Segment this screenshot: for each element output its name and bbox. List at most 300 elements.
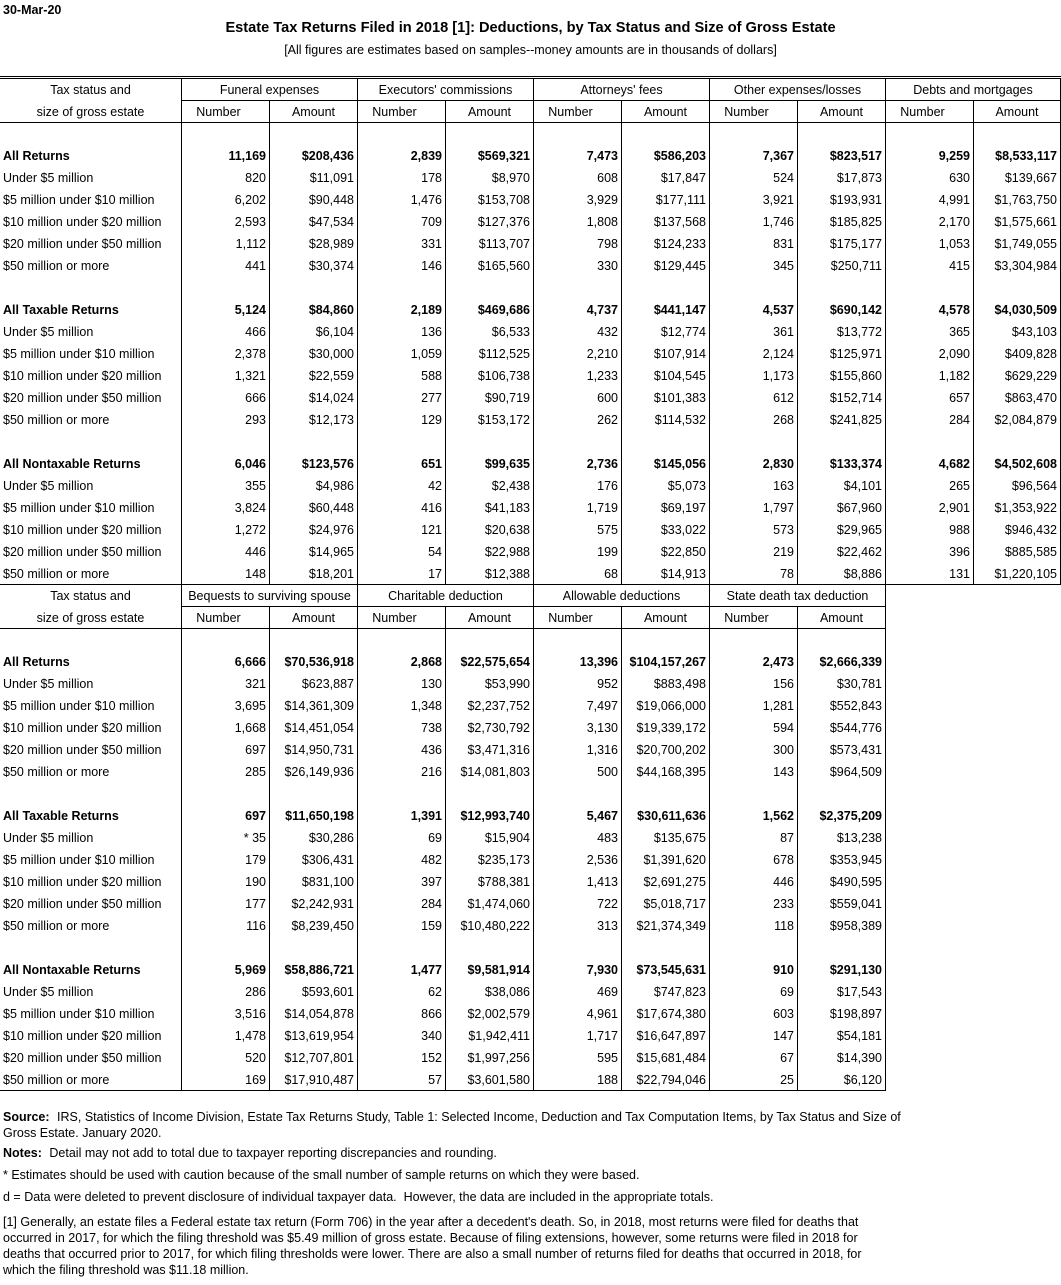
number-cell: 129 [358, 409, 446, 431]
amount-cell: $544,776 [798, 717, 886, 739]
amount-cell: $14,913 [622, 563, 710, 585]
number-cell: 277 [358, 387, 446, 409]
number-cell: 594 [710, 717, 798, 739]
blank-cell [710, 629, 798, 651]
number-cell: 608 [534, 167, 622, 189]
amount-cell: $38,086 [446, 981, 534, 1003]
amount-cell: $8,886 [798, 563, 886, 585]
amount-cell: $30,374 [270, 255, 358, 277]
amount-cell: $13,772 [798, 321, 886, 343]
amount-cell: $113,707 [446, 233, 534, 255]
amount-cell: $139,667 [974, 167, 1061, 189]
number-cell: 738 [358, 717, 446, 739]
number-cell: 4,991 [886, 189, 974, 211]
amount-cell: $28,989 [270, 233, 358, 255]
number-cell: 2,124 [710, 343, 798, 365]
amount-cell: $135,675 [622, 827, 710, 849]
number-cell: 3,516 [182, 1003, 270, 1025]
amount-cell: $152,714 [798, 387, 886, 409]
amount-cell: $1,474,060 [446, 893, 534, 915]
amount-cell: $5,073 [622, 475, 710, 497]
number-cell: 446 [710, 871, 798, 893]
amount-cell: $22,794,046 [622, 1069, 710, 1091]
number-cell: 573 [710, 519, 798, 541]
amount-column-header: Amount [798, 607, 886, 629]
number-cell: 330 [534, 255, 622, 277]
amount-cell: $47,534 [270, 211, 358, 233]
amount-cell: $593,601 [270, 981, 358, 1003]
number-cell: 1,233 [534, 365, 622, 387]
amount-column-header: Amount [270, 607, 358, 629]
blank-cell [710, 277, 798, 299]
number-column-header: Number [534, 101, 622, 123]
number-cell: 482 [358, 849, 446, 871]
amount-cell: $14,390 [798, 1047, 886, 1069]
number-cell: 2,901 [886, 497, 974, 519]
number-column-header: Number [358, 101, 446, 123]
number-cell: 67 [710, 1047, 798, 1069]
amount-cell: $12,993,740 [446, 805, 534, 827]
number-cell: 190 [182, 871, 270, 893]
amount-cell: $153,172 [446, 409, 534, 431]
number-cell: 68 [534, 563, 622, 585]
blank-cell [534, 431, 622, 453]
blank-cell [0, 123, 182, 145]
amount-cell: $155,860 [798, 365, 886, 387]
number-cell: 2,170 [886, 211, 974, 233]
amount-cell: $54,181 [798, 1025, 886, 1047]
row-label: Under $5 million [0, 673, 182, 695]
blank-cell [446, 123, 534, 145]
amount-cell: $12,388 [446, 563, 534, 585]
amount-cell: $20,700,202 [622, 739, 710, 761]
notes-text: Detail may not add to total due to taxpayer reporting discrepancies and rounding. [49, 1146, 497, 1160]
amount-cell: $6,120 [798, 1069, 886, 1091]
amount-cell: $2,730,792 [446, 717, 534, 739]
number-cell: 4,537 [710, 299, 798, 321]
amount-cell: $250,711 [798, 255, 886, 277]
number-cell: 284 [886, 409, 974, 431]
blank-cell [0, 277, 182, 299]
number-cell: 4,961 [534, 1003, 622, 1025]
amount-cell: $22,559 [270, 365, 358, 387]
amount-cell: $409,828 [974, 343, 1061, 365]
source-note [3, 1109, 903, 1141]
number-cell: 520 [182, 1047, 270, 1069]
amount-cell: $623,887 [270, 673, 358, 695]
number-cell: 397 [358, 871, 446, 893]
number-cell: 630 [886, 167, 974, 189]
number-cell: 268 [710, 409, 798, 431]
number-cell: 1,413 [534, 871, 622, 893]
number-cell: 588 [358, 365, 446, 387]
blank-cell [710, 123, 798, 145]
number-cell: 1,746 [710, 211, 798, 233]
row-label: All Returns [0, 651, 182, 673]
number-cell: 651 [358, 453, 446, 475]
amount-cell: $469,686 [446, 299, 534, 321]
row-label: $10 million under $20 million [0, 519, 182, 541]
number-cell: 2,736 [534, 453, 622, 475]
amount-cell: $24,976 [270, 519, 358, 541]
number-cell: 436 [358, 739, 446, 761]
blank-cell [534, 123, 622, 145]
number-cell: 152 [358, 1047, 446, 1069]
amount-cell: $14,965 [270, 541, 358, 563]
number-cell: 678 [710, 849, 798, 871]
blank-cell [182, 123, 270, 145]
number-cell: 575 [534, 519, 622, 541]
blank-cell [710, 937, 798, 959]
number-cell: 1,808 [534, 211, 622, 233]
number-cell: 1,797 [710, 497, 798, 519]
amount-cell: $11,091 [270, 167, 358, 189]
blank-cell [798, 629, 886, 651]
amount-cell: $12,707,801 [270, 1047, 358, 1069]
amount-cell: $2,438 [446, 475, 534, 497]
number-cell: 121 [358, 519, 446, 541]
amount-cell: $629,229 [974, 365, 1061, 387]
row-label: All Taxable Returns [0, 299, 182, 321]
amount-cell: $90,719 [446, 387, 534, 409]
amount-cell: $2,242,931 [270, 893, 358, 915]
blank-cell [622, 629, 710, 651]
amount-cell: $114,532 [622, 409, 710, 431]
number-cell: 500 [534, 761, 622, 783]
blank-cell [974, 123, 1061, 145]
number-cell: 722 [534, 893, 622, 915]
amount-cell: $1,575,661 [974, 211, 1061, 233]
number-cell: 176 [534, 475, 622, 497]
number-cell: 148 [182, 563, 270, 585]
number-cell: 1,321 [182, 365, 270, 387]
amount-cell: $586,203 [622, 145, 710, 167]
number-cell: 130 [358, 673, 446, 695]
row-label: $20 million under $50 million [0, 387, 182, 409]
amount-cell: $21,374,349 [622, 915, 710, 937]
amount-cell: $3,601,580 [446, 1069, 534, 1091]
number-cell: 11,169 [182, 145, 270, 167]
blank-cell [534, 783, 622, 805]
row-label: $5 million under $10 million [0, 343, 182, 365]
amount-cell: $53,990 [446, 673, 534, 695]
amount-cell: $13,238 [798, 827, 886, 849]
number-cell: 2,189 [358, 299, 446, 321]
number-cell: 146 [358, 255, 446, 277]
row-label: All Nontaxable Returns [0, 959, 182, 981]
amount-cell: $133,374 [798, 453, 886, 475]
amount-cell: $788,381 [446, 871, 534, 893]
amount-column-header: Amount [622, 101, 710, 123]
row-label: All Nontaxable Returns [0, 453, 182, 475]
number-cell: 233 [710, 893, 798, 915]
row-label: $50 million or more [0, 915, 182, 937]
amount-cell: $559,041 [798, 893, 886, 915]
blank-cell [270, 123, 358, 145]
amount-cell: $16,647,897 [622, 1025, 710, 1047]
stub-header-line: Tax status and [50, 83, 131, 97]
amount-cell: $13,619,954 [270, 1025, 358, 1047]
number-cell: 4,578 [886, 299, 974, 321]
amount-cell: $490,595 [798, 871, 886, 893]
blank-cell [358, 937, 446, 959]
number-column-header: Number [358, 607, 446, 629]
number-cell: 178 [358, 167, 446, 189]
blank-cell [974, 277, 1061, 299]
amount-cell: $112,525 [446, 343, 534, 365]
amount-column-header: Amount [270, 101, 358, 123]
row-label: $50 million or more [0, 563, 182, 585]
number-cell: 118 [710, 915, 798, 937]
blank-cell [270, 431, 358, 453]
number-cell: 265 [886, 475, 974, 497]
amount-cell: $14,361,309 [270, 695, 358, 717]
row-label: $10 million under $20 million [0, 717, 182, 739]
number-cell: 177 [182, 893, 270, 915]
number-cell: 2,868 [358, 651, 446, 673]
number-cell: 1,476 [358, 189, 446, 211]
row-label: $10 million under $20 million [0, 1025, 182, 1047]
row-label: $5 million under $10 million [0, 695, 182, 717]
blank-cell [622, 937, 710, 959]
row-label: $5 million under $10 million [0, 849, 182, 871]
amount-cell: $19,066,000 [622, 695, 710, 717]
number-cell: 666 [182, 387, 270, 409]
column-group-header: Funeral expenses [182, 79, 358, 101]
number-cell: 7,473 [534, 145, 622, 167]
amount-cell: $43,103 [974, 321, 1061, 343]
amount-cell: $165,560 [446, 255, 534, 277]
number-cell: 54 [358, 541, 446, 563]
amount-cell: $30,611,636 [622, 805, 710, 827]
number-cell: 441 [182, 255, 270, 277]
number-cell: 169 [182, 1069, 270, 1091]
row-label: Under $5 million [0, 321, 182, 343]
amount-cell: $145,056 [622, 453, 710, 475]
amount-cell: $17,674,380 [622, 1003, 710, 1025]
number-cell: 396 [886, 541, 974, 563]
number-cell: 446 [182, 541, 270, 563]
number-cell: 340 [358, 1025, 446, 1047]
footnote-1: [1] Generally, an estate files a Federal estate tax return (Form 706) in the year after a decedent's death. So, in 2018, most returns were filed for deaths that occurred in 2017, for which the filing threshold was $5.49 million of gross estate. Because of filing extensions, however, some returns were filed in 2018 for deaths that occurred prior to 2017, for which filing thresholds were lower. There are also a small number of returns filed for deaths that occurred in 2018, for which the filing threshold was $11.18 million. [3, 1215, 862, 1277]
amount-cell: $208,436 [270, 145, 358, 167]
row-label: $20 million under $50 million [0, 739, 182, 761]
amount-cell: $1,942,411 [446, 1025, 534, 1047]
number-cell: 709 [358, 211, 446, 233]
amount-cell: $26,149,936 [270, 761, 358, 783]
amount-cell: $1,391,620 [622, 849, 710, 871]
deleted-data-note: d = Data were deleted to prevent disclosure of individual taxpayer data. However, the data are included in the appropriate totals. [3, 1190, 714, 1204]
stub-header-line: size of gross estate [36, 611, 145, 625]
row-label: $5 million under $10 million [0, 189, 182, 211]
amount-cell: $106,738 [446, 365, 534, 387]
row-label: $50 million or more [0, 255, 182, 277]
number-cell: 2,839 [358, 145, 446, 167]
amount-cell: $22,850 [622, 541, 710, 563]
number-cell: 1,477 [358, 959, 446, 981]
number-cell: 483 [534, 827, 622, 849]
blank-cell [270, 277, 358, 299]
number-cell: 3,921 [710, 189, 798, 211]
amount-cell: $22,462 [798, 541, 886, 563]
blank-cell [622, 431, 710, 453]
number-cell: 831 [710, 233, 798, 255]
row-label: $5 million under $10 million [0, 1003, 182, 1025]
number-cell: 798 [534, 233, 622, 255]
amount-cell: $883,498 [622, 673, 710, 695]
column-group-header: Debts and mortgages [886, 79, 1061, 101]
amount-column-header: Amount [974, 101, 1061, 123]
blank-cell [182, 629, 270, 651]
number-cell: 3,130 [534, 717, 622, 739]
number-cell: 69 [358, 827, 446, 849]
blank-cell [182, 431, 270, 453]
number-cell: 1,668 [182, 717, 270, 739]
blank-cell [534, 937, 622, 959]
column-group-header: Executors' commissions [358, 79, 534, 101]
blank-cell [446, 937, 534, 959]
row-label: Under $5 million [0, 981, 182, 1003]
asterisk-note: * Estimates should be used with caution because of the small number of sample returns on which they were based. [3, 1168, 640, 1182]
blank-cell [446, 783, 534, 805]
blank-cell [358, 629, 446, 651]
amount-cell: $123,576 [270, 453, 358, 475]
number-cell: 293 [182, 409, 270, 431]
number-column-header: Number [710, 101, 798, 123]
amount-cell: $2,666,339 [798, 651, 886, 673]
amount-cell: $177,111 [622, 189, 710, 211]
number-cell: 285 [182, 761, 270, 783]
blank-cell [182, 277, 270, 299]
amount-cell: $18,201 [270, 563, 358, 585]
amount-cell: $1,763,750 [974, 189, 1061, 211]
number-cell: 1,272 [182, 519, 270, 541]
amount-cell: $19,339,172 [622, 717, 710, 739]
notes-label: Notes: [3, 1146, 42, 1160]
amount-cell: $2,002,579 [446, 1003, 534, 1025]
amount-cell: $84,860 [270, 299, 358, 321]
row-label: Under $5 million [0, 827, 182, 849]
amount-cell: $552,843 [798, 695, 886, 717]
amount-column-header: Amount [446, 607, 534, 629]
blank-cell [0, 629, 182, 651]
number-cell: 2,536 [534, 849, 622, 871]
number-cell: 57 [358, 1069, 446, 1091]
number-cell: 612 [710, 387, 798, 409]
blank-cell [886, 123, 974, 145]
amount-cell: $29,965 [798, 519, 886, 541]
blank-cell [886, 431, 974, 453]
column-group-header: Charitable deduction [358, 585, 534, 607]
amount-cell: $73,545,631 [622, 959, 710, 981]
amount-cell: $14,451,054 [270, 717, 358, 739]
amount-cell: $17,873 [798, 167, 886, 189]
number-cell: 595 [534, 1047, 622, 1069]
blank-cell [534, 277, 622, 299]
column-group-header: Bequests to surviving spouse [182, 585, 358, 607]
amount-cell: $90,448 [270, 189, 358, 211]
number-cell: 2,830 [710, 453, 798, 475]
row-label: $5 million under $10 million [0, 497, 182, 519]
amount-cell: $9,581,914 [446, 959, 534, 981]
number-cell: 42 [358, 475, 446, 497]
amount-cell: $153,708 [446, 189, 534, 211]
number-cell: 5,969 [182, 959, 270, 981]
amount-cell: $441,147 [622, 299, 710, 321]
row-label: $20 million under $50 million [0, 1047, 182, 1069]
number-cell: 262 [534, 409, 622, 431]
amount-cell: $17,543 [798, 981, 886, 1003]
amount-cell: $4,986 [270, 475, 358, 497]
amount-cell: $11,650,198 [270, 805, 358, 827]
row-label: $10 million under $20 million [0, 365, 182, 387]
number-cell: 657 [886, 387, 974, 409]
amount-cell: $10,480,222 [446, 915, 534, 937]
blank-cell [182, 937, 270, 959]
blank-cell [358, 123, 446, 145]
row-label: Under $5 million [0, 167, 182, 189]
amount-cell: $863,470 [974, 387, 1061, 409]
number-cell: 147 [710, 1025, 798, 1047]
amount-cell: $2,084,879 [974, 409, 1061, 431]
amount-cell: $107,914 [622, 343, 710, 365]
number-cell: 216 [358, 761, 446, 783]
blank-cell [0, 783, 182, 805]
amount-cell: $353,945 [798, 849, 886, 871]
amount-cell: $823,517 [798, 145, 886, 167]
amount-cell: $193,931 [798, 189, 886, 211]
number-cell: 2,593 [182, 211, 270, 233]
amount-cell: $6,533 [446, 321, 534, 343]
amount-cell: $8,533,117 [974, 145, 1061, 167]
amount-cell: $831,100 [270, 871, 358, 893]
amount-cell: $30,000 [270, 343, 358, 365]
amount-cell: $8,970 [446, 167, 534, 189]
amount-cell: $129,445 [622, 255, 710, 277]
amount-cell: $569,321 [446, 145, 534, 167]
row-label: All Returns [0, 145, 182, 167]
number-cell: 284 [358, 893, 446, 915]
amount-cell: $958,389 [798, 915, 886, 937]
blank-cell [622, 123, 710, 145]
amount-cell: $1,749,055 [974, 233, 1061, 255]
row-label: $50 million or more [0, 409, 182, 431]
number-cell: 345 [710, 255, 798, 277]
number-column-header: Number [182, 101, 270, 123]
amount-cell: $4,101 [798, 475, 886, 497]
stub-header [0, 79, 182, 123]
column-group-header: Other expenses/losses [710, 79, 886, 101]
page-title: Estate Tax Returns Filed in 2018 [1]: Deductions, by Tax Status and Size of Gross Estate [225, 20, 836, 36]
amount-cell: $69,197 [622, 497, 710, 519]
amount-cell: $44,168,395 [622, 761, 710, 783]
number-cell: 7,930 [534, 959, 622, 981]
number-column-header: Number [710, 607, 798, 629]
amount-cell: $30,781 [798, 673, 886, 695]
amount-cell: $291,130 [798, 959, 886, 981]
number-cell: 6,046 [182, 453, 270, 475]
number-column-header: Number [886, 101, 974, 123]
row-label: All Taxable Returns [0, 805, 182, 827]
row-label: $10 million under $20 million [0, 871, 182, 893]
amount-cell: $5,018,717 [622, 893, 710, 915]
source-label: Source: [3, 1110, 50, 1124]
blank-cell [182, 783, 270, 805]
number-cell: 2,473 [710, 651, 798, 673]
blank-cell [0, 431, 182, 453]
amount-cell: $127,376 [446, 211, 534, 233]
number-cell: 1,719 [534, 497, 622, 519]
